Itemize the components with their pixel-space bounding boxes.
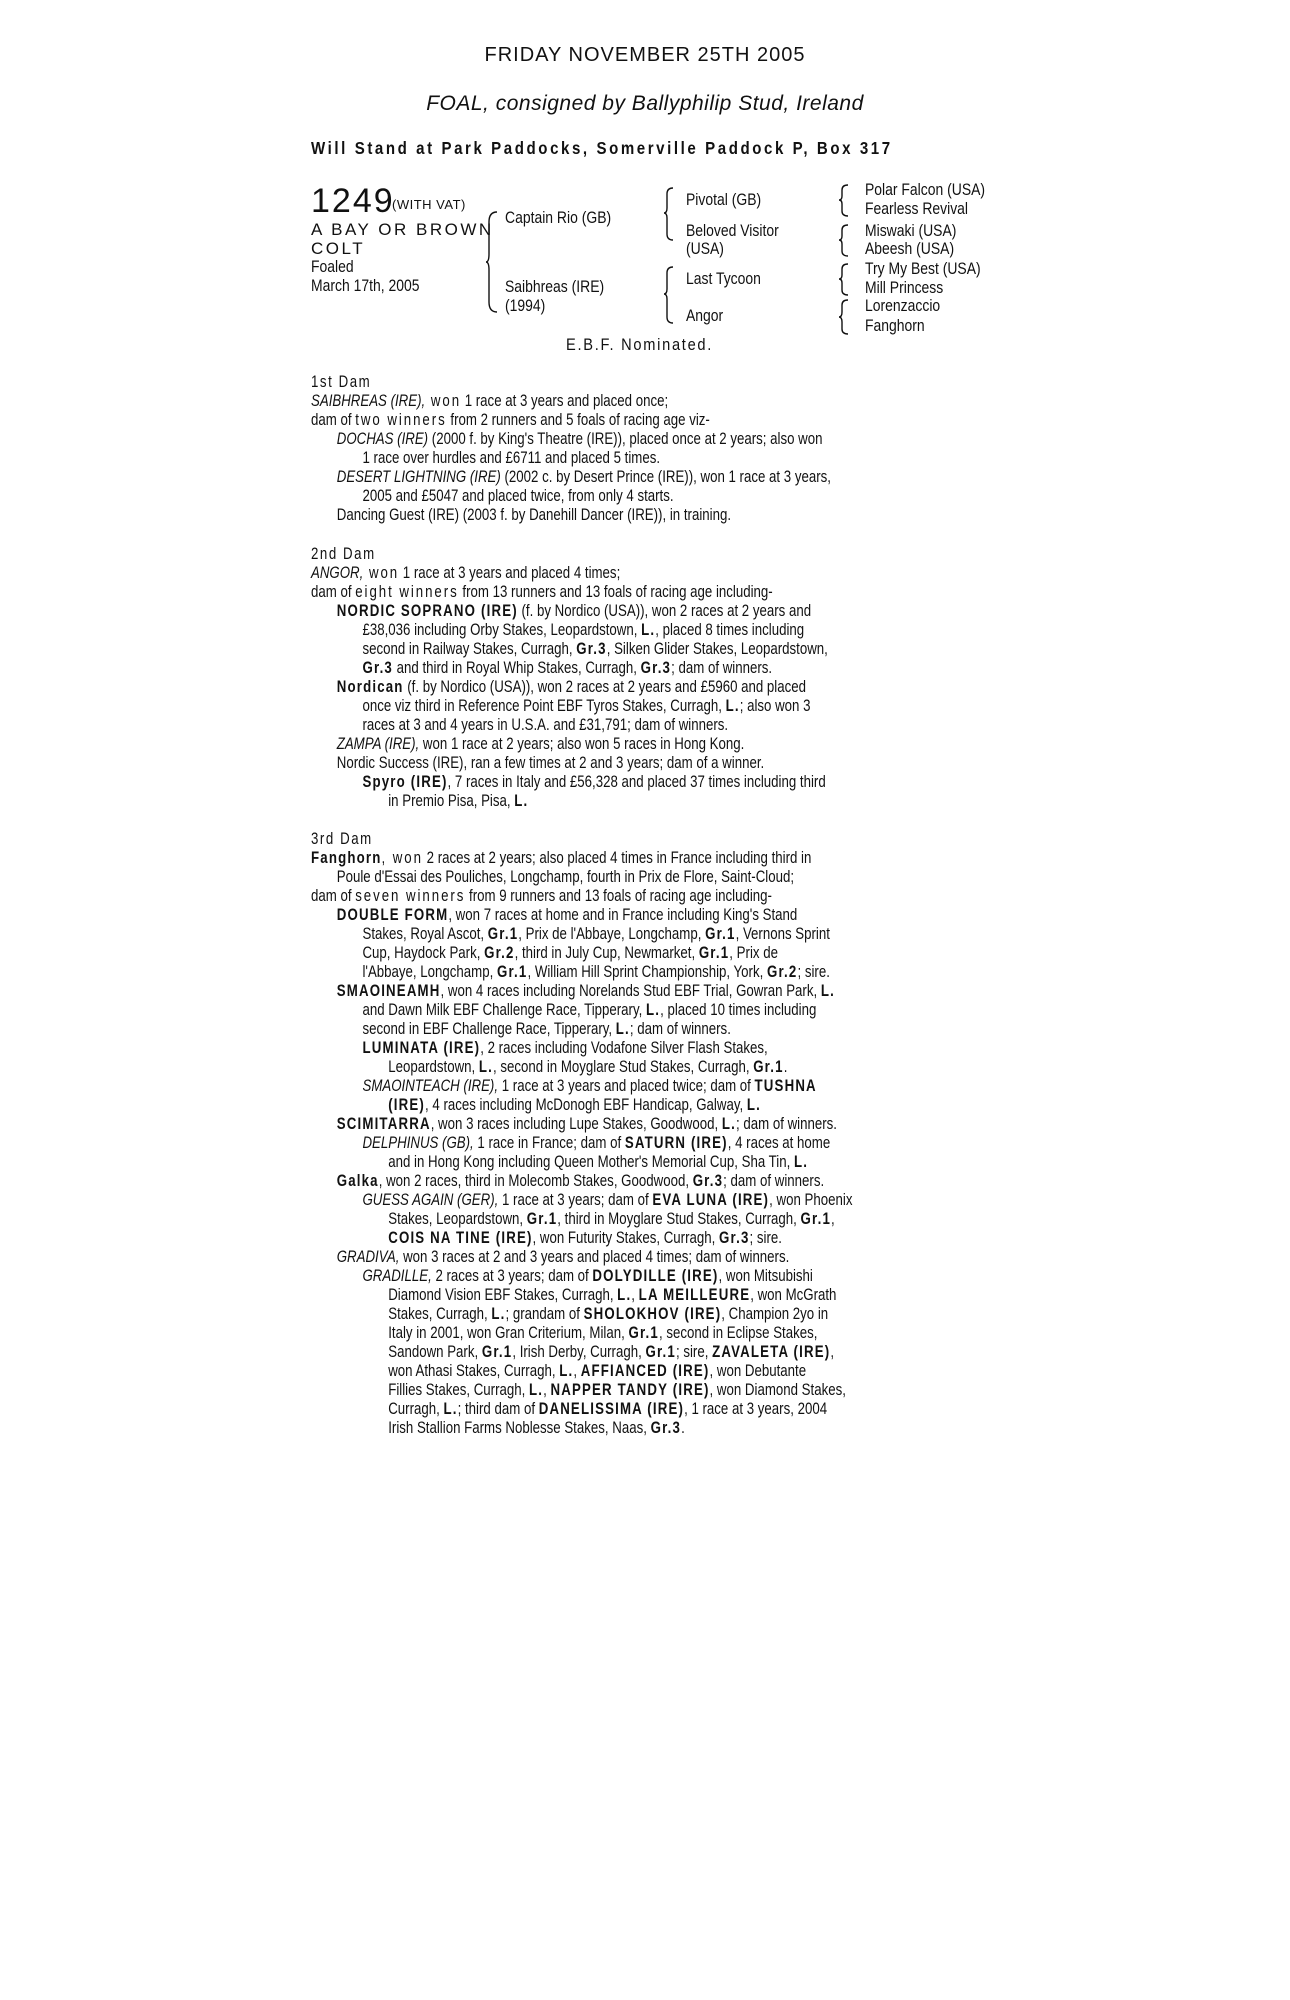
- third-dam-line: Cup, Haydock Park, Gr.2, third in July Cup, Newmarket, Gr.1, Prix de: [362, 943, 778, 962]
- second-dam-line: ANGOR, won 1 race at 3 years and placed 4 times;: [311, 563, 621, 582]
- second-dam-line: NORDIC SOPRANO (IRE) (f. by Nordico (USA)), won 2 races at 2 years and: [336, 601, 812, 620]
- pedigree-dam-sire: Last Tycoon: [686, 269, 761, 288]
- third-dam-line: and in Hong Kong including Queen Mother's Memorial Cup, Sha Tin, L.: [388, 1152, 809, 1171]
- second-dam-line: once viz third in Reference Point EBF Tyros Stakes, Curragh, L.; also won 3: [362, 696, 811, 715]
- pedigree-ddd: Fanghorn: [865, 316, 925, 335]
- first-dam-heading: 1st Dam: [311, 372, 372, 391]
- second-dam-line: Nordic Success (IRE), ran a few times at 2 and 3 years; dam of a winner.: [336, 753, 765, 772]
- pedigree-brace-ss: [838, 183, 850, 218]
- lot-number: 1249: [311, 182, 395, 220]
- second-dam-line: Gr.3 and third in Royal Whip Stakes, Curragh, Gr.3; dam of winners.: [362, 658, 773, 677]
- first-dam-line: Dancing Guest (IRE) (2003 f. by Danehill Dancer (IRE)), in training.: [336, 505, 732, 524]
- pedigree-brace-dam: [663, 265, 675, 325]
- pedigree-dss: Try My Best (USA): [865, 259, 981, 278]
- pedigree-sire-sire: Pivotal (GB): [686, 190, 762, 209]
- pedigree-dsd: Mill Princess: [865, 278, 944, 297]
- pedigree-sss: Polar Falcon (USA): [865, 180, 986, 199]
- first-dam-line: dam of two winners from 2 runners and 5 foals of racing age viz-: [311, 410, 710, 429]
- first-dam-line: 1 race over hurdles and £6711 and placed 5 times.: [362, 448, 661, 467]
- third-dam-line: Diamond Vision EBF Stakes, Curragh, L., LA MEILLEURE, won McGrath: [388, 1285, 837, 1304]
- first-dam-line: 2005 and £5047 and placed twice, from only 4 starts.: [362, 486, 674, 505]
- pedigree-dam: Saibhreas (IRE): [505, 277, 605, 296]
- sale-date: FRIDAY NOVEMBER 25TH 2005: [484, 44, 806, 66]
- third-dam-line: won Athasi Stakes, Curragh, L., AFFIANCED (IRE), won Debutante: [388, 1361, 807, 1380]
- pedigree-brace-gen1: [485, 210, 499, 314]
- second-dam-heading: 2nd Dam: [311, 544, 376, 563]
- third-dam-line: Sandown Park, Gr.1, Irish Derby, Curragh, Gr.1; sire, ZAVALETA (IRE),: [388, 1342, 835, 1361]
- third-dam-line: LUMINATA (IRE), 2 races including Vodafone Silver Flash Stakes,: [362, 1038, 768, 1057]
- first-dam-section: [311, 372, 991, 524]
- consignor-line: FOAL, consigned by Ballyphilip Stud, Ireland: [426, 92, 864, 115]
- third-dam-heading: 3rd Dam: [311, 829, 373, 848]
- second-dam-line: £38,036 including Orby Stakes, Leopardstown, L., placed 8 times including: [362, 620, 805, 639]
- vat-note: (WITH VAT): [392, 197, 466, 212]
- pedigree-brace-sd: [838, 223, 850, 258]
- pedigree-sdd: Abeesh (USA): [865, 239, 955, 258]
- pedigree-dds: Lorenzaccio: [865, 296, 941, 315]
- third-dam-line: COIS NA TINE (IRE), won Futurity Stakes, Curragh, Gr.3; sire.: [388, 1228, 782, 1247]
- pedigree-sire-dam-country: (USA): [686, 239, 724, 258]
- foaled-label: Foaled: [311, 257, 354, 276]
- third-dam-line: Stakes, Curragh, L.; grandam of SHOLOKHOV (IRE), Champion 2yo in: [388, 1304, 829, 1323]
- pedigree-brace-sire: [663, 186, 675, 242]
- pedigree-sire: Captain Rio (GB): [505, 208, 612, 227]
- second-dam-line: dam of eight winners from 13 runners and 13 foals of racing age including-: [311, 582, 773, 601]
- second-dam-line: Nordican (f. by Nordico (USA)), won 2 races at 2 years and £5960 and placed: [336, 677, 807, 696]
- third-dam-line: Italy in 2001, won Gran Criterium, Milan, Gr.1, second in Eclipse Stakes,: [388, 1323, 818, 1342]
- second-dam-line: ZAMPA (IRE), won 1 race at 2 years; also won 5 races in Hong Kong.: [336, 734, 745, 753]
- third-dam-line: (IRE), 4 races including McDonogh EBF Handicap, Galway, L.: [388, 1095, 761, 1114]
- third-dam-line: Stakes, Leopardstown, Gr.1, third in Moyglare Stud Stakes, Curragh, Gr.1,: [388, 1209, 835, 1228]
- second-dam-line: in Premio Pisa, Pisa, L.: [388, 791, 529, 810]
- third-dam-line: Curragh, L.; third dam of DANELISSIMA (IRE), 1 race at 3 years, 2004: [388, 1399, 828, 1418]
- third-dam-line: GRADILLE, 2 races at 3 years; dam of DOLYDILLE (IRE), won Mitsubishi: [362, 1266, 813, 1285]
- third-dam-line: Poule d'Essai des Pouliches, Longchamp, fourth in Prix de Flore, Saint-Cloud;: [336, 867, 795, 886]
- third-dam-line: second in EBF Challenge Race, Tipperary, L.; dam of winners.: [362, 1019, 731, 1038]
- pedigree-sds: Miswaki (USA): [865, 221, 957, 240]
- third-dam-line: Irish Stallion Farms Noblesse Stakes, Naas, Gr.3.: [388, 1418, 685, 1437]
- third-dam-line: Galka, won 2 races, third in Molecomb Stakes, Goodwood, Gr.3; dam of winners.: [336, 1171, 825, 1190]
- third-dam-line: dam of seven winners from 9 runners and 13 foals of racing age including-: [311, 886, 772, 905]
- third-dam-line: l'Abbaye, Longchamp, Gr.1, William Hill Sprint Championship, York, Gr.2; sire.: [362, 962, 830, 981]
- first-dam-line: DOCHAS (IRE) (2000 f. by King's Theatre (IRE)), placed once at 2 years; also won: [336, 429, 823, 448]
- lot-colour: A BAY OR BROWN: [311, 220, 494, 239]
- third-dam-line: Fillies Stakes, Curragh, L., NAPPER TANDY (IRE), won Diamond Stakes,: [388, 1380, 846, 1399]
- pedigree-brace-dd: [838, 298, 850, 336]
- second-dam-line: Spyro (IRE), 7 races in Italy and £56,328 and placed 37 times including third: [362, 772, 826, 791]
- third-dam-line: Leopardstown, L., second in Moyglare Stud Stakes, Curragh, Gr.1.: [388, 1057, 788, 1076]
- pedigree-brace-ds: [838, 262, 850, 297]
- second-dam-section: [311, 544, 991, 810]
- third-dam-line: GRADIVA, won 3 races at 2 and 3 years and placed 4 times; dam of winners.: [336, 1247, 790, 1266]
- third-dam-line: SMAOINEAMH, won 4 races including Norelands Stud EBF Trial, Gowran Park, L.: [336, 981, 835, 1000]
- third-dam-line: SCIMITARRA, won 3 races including Lupe Stakes, Goodwood, L.; dam of winners.: [336, 1114, 837, 1133]
- second-dam-line: second in Railway Stakes, Curragh, Gr.3, Silken Glider Stakes, Leopardstown,: [362, 639, 828, 658]
- pedigree-dam-year: (1994): [505, 296, 546, 315]
- third-dam-line: GUESS AGAIN (GER), 1 race at 3 years; dam of EVA LUNA (IRE), won Phoenix: [362, 1190, 853, 1209]
- third-dam-line: Stakes, Royal Ascot, Gr.1, Prix de l'Abbaye, Longchamp, Gr.1, Vernons Sprint: [362, 924, 830, 943]
- third-dam-section: [311, 829, 991, 1437]
- first-dam-line: SAIBHREAS (IRE), won 1 race at 3 years and placed once;: [311, 391, 669, 410]
- pedigree-sire-dam: Beloved Visitor: [686, 221, 779, 240]
- foaled-date: March 17th, 2005: [311, 276, 420, 295]
- third-dam-line: SMAOINTEACH (IRE), 1 race at 3 years and placed twice; dam of TUSHNA: [362, 1076, 817, 1095]
- third-dam-line: DOUBLE FORM, won 7 races at home and in France including King's Stand: [336, 905, 798, 924]
- third-dam-line: and Dawn Milk EBF Challenge Race, Tipperary, L., placed 10 times including: [362, 1000, 817, 1019]
- third-dam-line: Fanghorn, won 2 races at 2 years; also placed 4 times in France including third in: [311, 848, 812, 867]
- pedigree-dam-dam: Angor: [686, 306, 724, 325]
- pedigree-ssd: Fearless Revival: [865, 199, 969, 218]
- third-dam-line: DELPHINUS (GB), 1 race in France; dam of SATURN (IRE), 4 races at home: [362, 1133, 831, 1152]
- first-dam-line: DESERT LIGHTNING (IRE) (2002 c. by Desert Prince (IRE)), won 1 race at 3 years,: [336, 467, 831, 486]
- lot-sex: COLT: [311, 239, 366, 258]
- ebf-nomination: E.B.F. Nominated.: [566, 335, 714, 354]
- second-dam-line: races at 3 and 4 years in U.S.A. and £31,791; dam of winners.: [362, 715, 729, 734]
- stand-location: Will Stand at Park Paddocks, Somerville Paddock P, Box 317: [311, 138, 893, 158]
